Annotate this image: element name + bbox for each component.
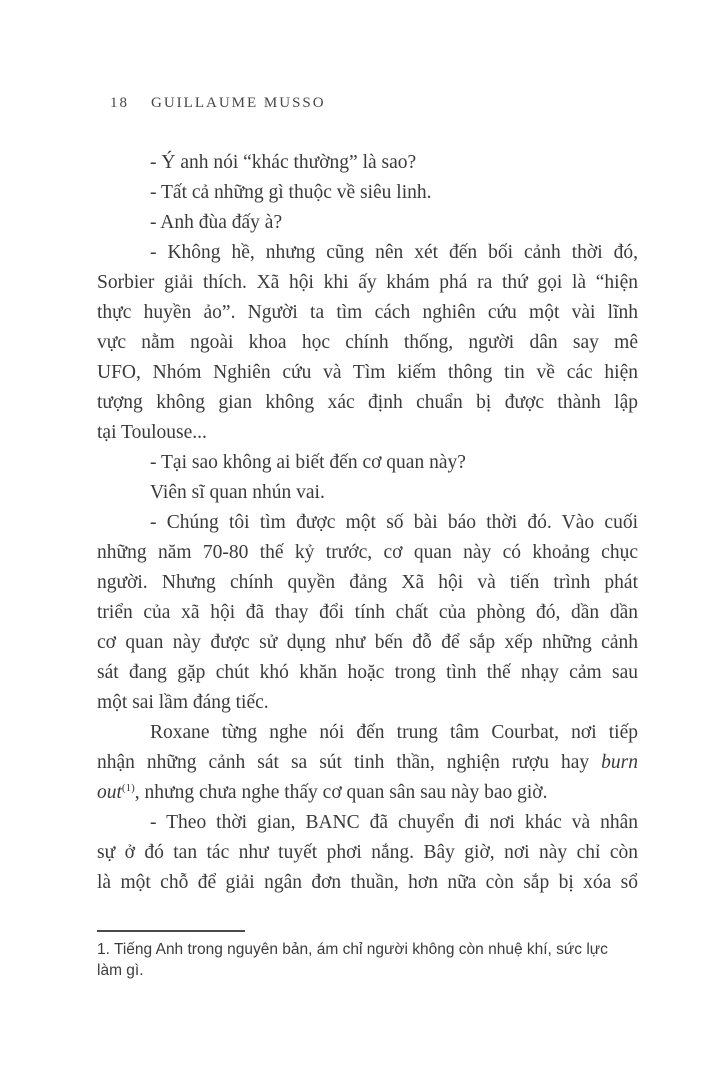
text-line (97, 418, 638, 448)
paragraph (97, 208, 638, 238)
body-text: tại Toulouse... (97, 422, 207, 443)
body-text: sát đang gặp chút khó khăn hoặc trong tình thế nhạy cảm sau (97, 662, 638, 683)
text-line (97, 868, 638, 898)
body-text: những năm 70-80 thế kỷ trước, cơ quan này có khoảng chục (97, 542, 638, 563)
paragraph (97, 448, 638, 478)
paragraph (97, 808, 638, 898)
body-text: vực nằm ngoài khoa học chính thống, người dân say mê (97, 332, 638, 353)
footnote-reference: (1) (121, 782, 135, 794)
footnote-block (97, 930, 632, 981)
body-text: người. Nhưng chính quyền đảng Xã hội và tiến trình phát (97, 572, 638, 593)
body-text: là một chỗ để giải ngân đơn thuần, hơn nữa còn sắp bị xóa sổ (97, 872, 638, 893)
text-line (97, 508, 638, 538)
text-line (97, 148, 638, 178)
page-header (110, 94, 640, 112)
body-text: - Không hề, nhưng cũng nên xét đến bối cảnh thời đó, (150, 242, 638, 263)
body-text: - Anh đùa đấy à? (150, 212, 283, 233)
text-line (97, 208, 638, 238)
paragraph (97, 478, 638, 508)
text-line (97, 808, 638, 838)
body-text: Sorbier giải thích. Xã hội khi ấy khám phá ra thứ gọi là “hiện (97, 272, 638, 293)
body-text: - Theo thời gian, BANC đã chuyển đi nơi khác và nhân (150, 812, 638, 833)
body-text: triển của xã hội đã thay đổi tính chất của phòng đó, dần dần (97, 602, 638, 623)
text-line (97, 688, 638, 718)
paragraph (97, 178, 638, 208)
text-line (97, 538, 638, 568)
body-text: tượng không gian không xác định chuẩn bị được thành lập (97, 392, 638, 413)
text-line (97, 388, 638, 418)
text-line (97, 478, 638, 508)
text-line (97, 268, 638, 298)
body-text: Roxane từng nghe nói đến trung tâm Courbat, nơi tiếp (150, 722, 638, 743)
text-line (97, 358, 638, 388)
text-line (97, 838, 638, 868)
text-line (97, 238, 638, 268)
text-line (97, 568, 638, 598)
paragraph (97, 238, 638, 448)
body-text: cơ quan này được sử dụng như bến đỗ để sắp xếp những cảnh (97, 632, 638, 653)
italic-text: out (97, 782, 122, 803)
footnote-rule (97, 930, 245, 932)
paragraph (97, 508, 638, 718)
paragraph (97, 718, 638, 808)
body-text: - Chúng tôi tìm được một số bài báo thời đó. Vào cuối (150, 512, 638, 533)
body-text: - Ý anh nói “khác thường” là sao? (150, 152, 417, 173)
page-body (97, 148, 638, 898)
italic-text: burn (601, 752, 638, 773)
page-number: 18 (110, 95, 129, 111)
paragraph (97, 148, 638, 178)
text-line (97, 748, 638, 778)
body-text: - Tại sao không ai biết đến cơ quan này? (150, 452, 466, 473)
body-text: thực huyền ảo”. Người ta tìm cách nghiên cứu một vài lĩnh (97, 302, 638, 323)
text-line (97, 628, 638, 658)
footnote-text: 1. Tiếng Anh trong nguyên bản, ám chỉ người không còn nhuệ khí, sức lực làm gì. (97, 941, 608, 979)
text-line (97, 328, 638, 358)
running-head: GUILLAUME MUSSO (151, 95, 326, 111)
body-text: - Tất cả những gì thuộc về siêu linh. (150, 182, 432, 203)
body-text: Viên sĩ quan nhún vai. (150, 482, 325, 503)
text-line (97, 448, 638, 478)
body-text: , nhưng chưa nghe thấy cơ quan sân sau này bao giờ. (134, 782, 548, 803)
text-line (97, 658, 638, 688)
text-line (97, 778, 638, 808)
body-text: UFO, Nhóm Nghiên cứu và Tìm kiếm thông tin về các hiện (97, 362, 638, 383)
body-text: một sai lầm đáng tiếc. (97, 692, 269, 713)
text-line (97, 598, 638, 628)
body-text: nhận những cảnh sát sa sút tinh thần, nghiện rượu hay (97, 752, 602, 773)
body-text: sự ở đó tan tác như tuyết phơi nắng. Bây giờ, nơi này chỉ còn (97, 842, 638, 863)
text-line (97, 298, 638, 328)
text-line (97, 718, 638, 748)
text-line (97, 178, 638, 208)
